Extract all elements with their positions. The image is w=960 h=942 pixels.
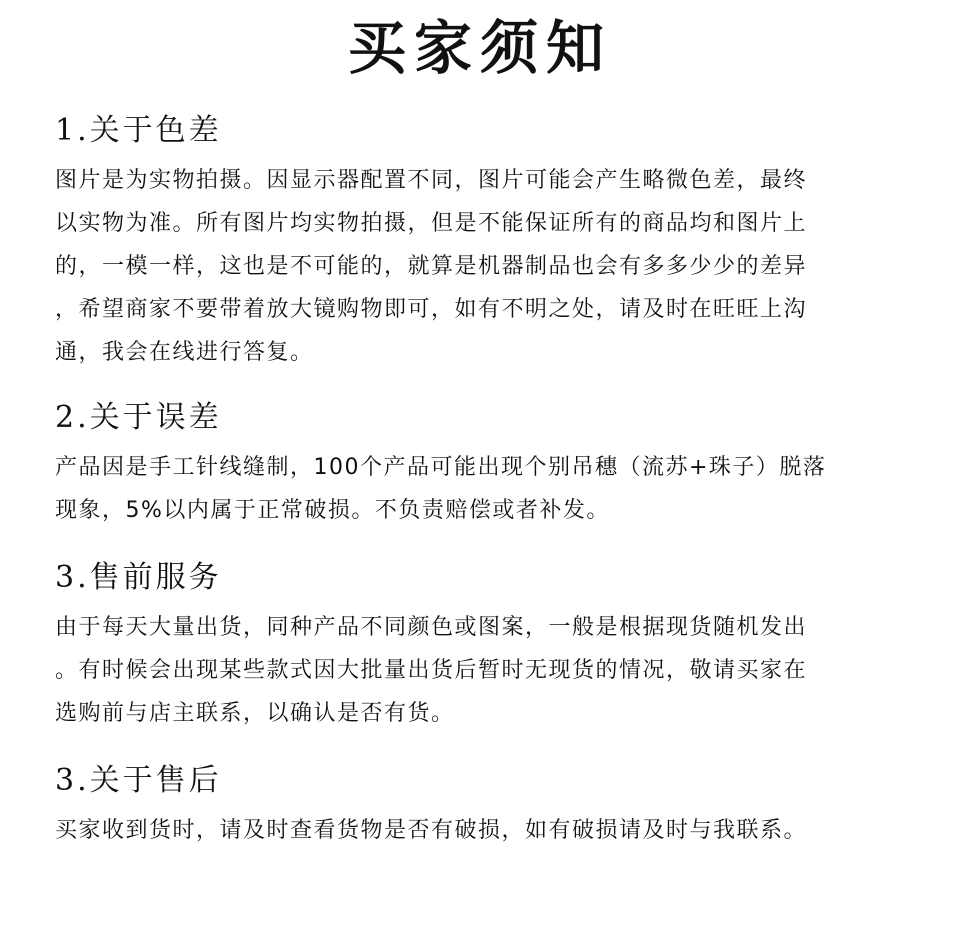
body-line: 以实物为准。所有图片均实物拍摄，但是不能保证所有的商品均和图片上 xyxy=(55,211,808,236)
section-color-difference xyxy=(55,111,925,374)
section-heading: 1.关于色差 xyxy=(55,113,222,148)
section-error-margin xyxy=(55,398,925,532)
section-body xyxy=(55,809,925,852)
section-heading: 3.售前服务 xyxy=(55,560,222,595)
body-line: 。有时候会出现某些款式因大批量出货后暂时无现货的情况，敬请买家在 xyxy=(55,658,808,683)
body-line: 买家收到货时，请及时查看货物是否有破损，如有破损请及时与我联系。 xyxy=(55,818,808,843)
section-heading: 3.关于售后 xyxy=(55,763,222,798)
section-body xyxy=(55,159,925,374)
section-body xyxy=(55,606,925,735)
section-heading: 2.关于误差 xyxy=(55,400,222,435)
section-after-sale xyxy=(55,761,925,852)
page-title: 买家须知 xyxy=(347,14,612,82)
section-presale-service xyxy=(55,558,925,735)
body-line: ，希望商家不要带着放大镜购物即可，如有不明之处，请及时在旺旺上沟 xyxy=(55,297,808,322)
section-body xyxy=(55,446,925,532)
body-line: 通，我会在线进行答复。 xyxy=(55,340,314,365)
body-line: 图片是为实物拍摄。因显示器配置不同，图片可能会产生略微色差，最终 xyxy=(55,168,808,193)
body-line: 由于每天大量出货，同种产品不同颜色或图案，一般是根据现货随机发出 xyxy=(55,615,808,640)
body-line: 选购前与店主联系，以确认是否有货。 xyxy=(55,701,455,726)
body-line: 的，一模一样，这也是不可能的，就算是机器制品也会有多多少少的差异 xyxy=(55,254,808,279)
body-line: 产品因是手工针线缝制，100个产品可能出现个别吊穗（流苏+珠子）脱落 xyxy=(55,455,827,480)
body-line: 现象，5%以内属于正常破损。不负责赔偿或者补发。 xyxy=(55,498,610,523)
